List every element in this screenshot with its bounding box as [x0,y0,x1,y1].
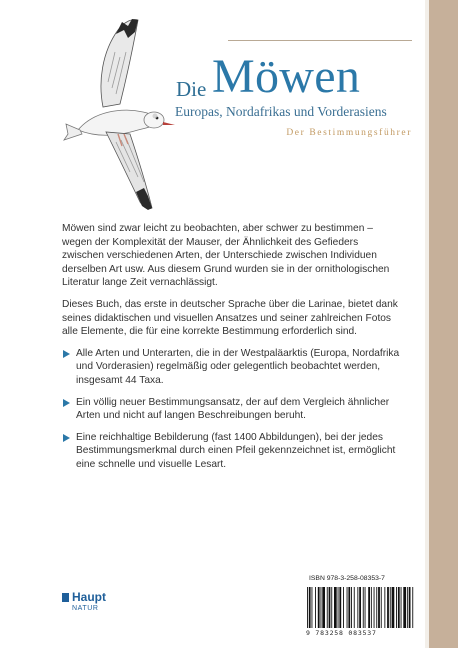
feature-text: Eine reichhaltige Bebilderung (fast 1400 Abbildungen), bei der jedes Bestimmungsmerkmal durch einen Pfeil gekennzeichnet ist, ermöglicht eine schnelle und visuelle Lesart. [76,431,396,470]
feature-item [62,431,402,472]
barcode-bar [384,587,385,628]
barcode-bar [376,587,377,628]
barcode-bar [309,587,311,628]
barcode-bar [378,587,380,628]
barcode-bar [339,587,341,628]
publisher-name: Haupt [72,590,106,604]
gull-tail [64,124,82,140]
book-title-prefix: Die [176,77,207,101]
barcode-bar [322,587,325,628]
title-rule [228,40,412,41]
barcode-bar [354,587,355,628]
barcode-bar [329,587,331,628]
barcode-bar [343,587,344,628]
barcode-digits: 9 783258 083537 [306,629,377,637]
gull-beak [163,122,175,125]
barcode-bar [351,587,352,628]
feature-list [62,347,402,472]
barcode-bar [403,587,406,628]
barcode-bar [363,587,364,628]
barcode-bar [312,587,313,628]
barcode-bar [387,587,389,628]
barcode-bar [315,587,316,628]
barcode-bar [368,587,370,628]
barcode-bar [396,587,397,628]
feature-item [62,396,402,423]
isbn-label: ISBN 978-3-258-08353-7 [309,575,385,582]
publisher-mark-icon [62,593,69,602]
book-title: Möwen [212,50,361,103]
barcode-bar [318,587,320,628]
barcode-bar [381,587,382,628]
blurb-paragraph: Möwen sind zwar leicht zu beobachten, aber schwer zu bestimmen – wegen der Komplexität der Mauser, der Ähnlichkeit des Gefieders zwischen verschiedenen Arten, der Unterschiede zwischen Individuen derselben Art usw. Aus diesem Grund wurden sie in der ornithologischen Literatur lange Zeit vernachlässigt. [62,223,390,289]
barcode-bar [321,587,322,628]
barcode-bar [412,587,413,628]
barcode-bar [347,587,348,628]
triangle-bullet-icon [63,399,70,407]
book-subtitle: Europas, Nordafrikas und Vorderasiens [175,104,387,119]
barcode-bar [327,587,328,628]
barcode-bar [409,587,411,628]
barcode-bar [407,587,408,628]
publisher-series: NATUR [72,605,99,612]
feature-item [62,347,402,388]
gull-illustration [58,12,176,212]
barcode-bar [331,587,332,628]
barcode-bar [307,587,308,628]
barcode-bar [365,587,366,628]
book-spine [429,0,458,648]
publisher-logo [62,590,106,612]
barcode-bar [374,587,375,628]
barcode-bar [392,587,395,628]
publisher-brand [62,590,106,604]
barcode-bar [357,587,358,628]
barcode-bar [359,587,361,628]
triangle-bullet-icon [63,350,70,358]
blurb [62,222,402,480]
barcode-bar [390,587,391,628]
barcode-bar [348,587,350,628]
barcode-bar [398,587,400,628]
book-tagline: Der Bestimmungsführer [286,128,412,138]
barcode-bar [371,587,372,628]
barcode-bar [334,587,337,628]
feature-text: Alle Arten und Unterarten, die in der Westpaläarktis (Europa, Nordafrika und Vorderasien) regelmäßig oder gelegentlich beobachtet werden, insgesamt 44 Taxa. [76,347,400,386]
triangle-bullet-icon [63,434,70,442]
blurb-paragraph: Dieses Buch, das erste in deutscher Sprache über die Larinae, bietet dank seines didaktischen und visuellen Ansatzes und seiner zahlreichen Fotos alle Elemente, die für eine korrekte Bestimmung erforderlich sind. [62,298,398,338]
isbn-barcode [304,585,416,630]
barcode-bar [401,587,402,628]
barcode-bar [338,587,339,628]
feature-text: Ein völlig neuer Bestimmungsansatz, der auf dem Vergleich ähnlicher Arten und nicht auf langen Beschreibungen beruht. [76,396,390,422]
